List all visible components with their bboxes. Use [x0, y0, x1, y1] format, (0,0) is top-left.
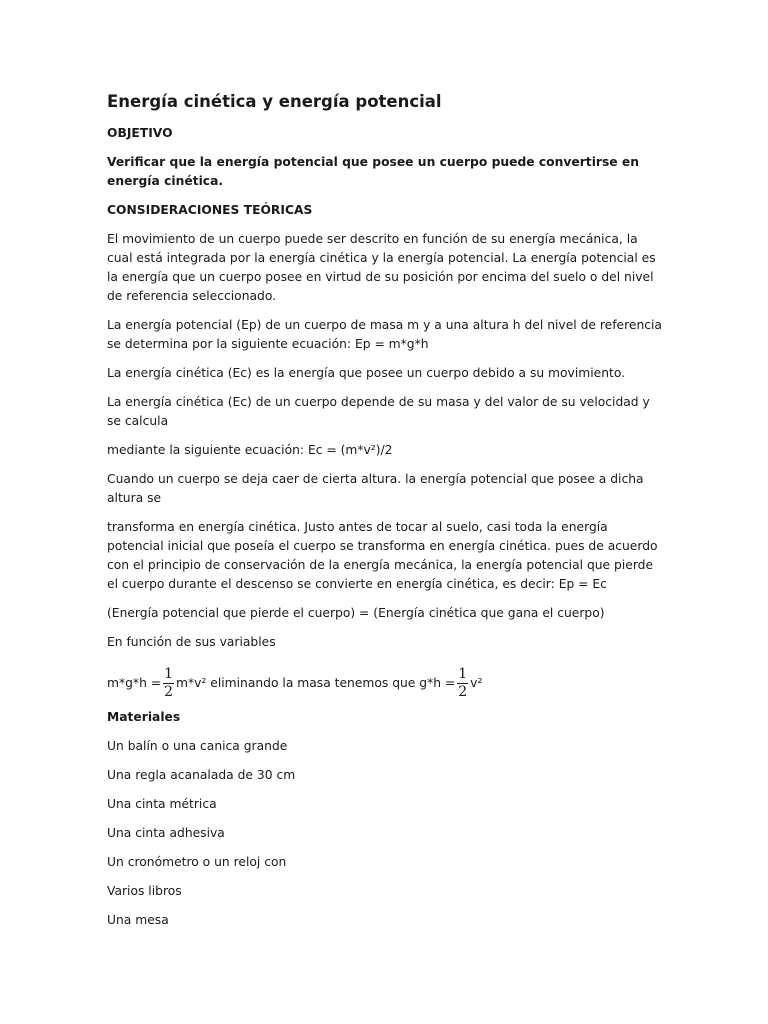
material-item: Un cronómetro o un reloj con	[107, 855, 287, 869]
document-page	[107, 91, 667, 940]
energy-formula	[107, 662, 667, 704]
formula-fraction-one-half	[163, 666, 174, 701]
material-item: Una cinta adhesiva	[107, 826, 225, 840]
paragraph-kinetic-energy-definition: La energía cinética (Ec) es la energía que posee un cuerpo debido a su movimiento.	[107, 366, 626, 380]
fraction-denominator: 2	[458, 683, 468, 700]
paragraph-potential-energy: La energía potencial (Ep) de un cuerpo de masa m y a una altura h del nivel de referencia se determina por la siguiente ecuación: Ep = m*g*h	[107, 318, 662, 351]
material-item: Una cinta métrica	[107, 797, 217, 811]
objective-text: Verificar que la energía potencial que posee un cuerpo puede convertirse en energía cinética.	[107, 155, 640, 188]
paragraph-falling-body: Cuando un cuerpo se deja caer de cierta altura. la energía potencial que posee a dicha altura se	[107, 472, 644, 505]
theory-heading: CONSIDERACIONES TEÓRICAS	[107, 203, 313, 217]
paragraph-kinetic-energy-depends: La energía cinética (Ec) de un cuerpo depende de su masa y del valor de su velocidad y se calcula	[107, 395, 650, 428]
fraction-numerator: 1	[164, 665, 174, 682]
material-item: Una regla acanalada de 30 cm	[107, 768, 296, 782]
fraction-denominator: 2	[164, 683, 174, 700]
formula-middle: m*v² eliminando la masa tenemos que g*h =	[176, 675, 456, 690]
material-item: Un balín o una canica grande	[107, 739, 288, 753]
paragraph-energy-equality: (Energía potencial que pierde el cuerpo) = (Energía cinética que gana el cuerpo)	[107, 606, 605, 620]
materials-list	[107, 737, 667, 930]
material-item: Varios libros	[107, 884, 182, 898]
paragraph-energy-transformation: transforma en energía cinética. Justo antes de tocar al suelo, casi toda la energía potencial inicial que poseía el cuerpo se transforma en energía cinética. pues de acuerdo con el principio de conservación de la energía mecánica, la energía potencial que pierde el cuerpo durante el descenso se convierte en energía cinética, es decir: Ep = Ec	[107, 520, 658, 591]
material-item: Una mesa	[107, 913, 169, 927]
paragraph-variables-intro: En función de sus variables	[107, 635, 276, 649]
formula-fraction-one-half-second	[457, 666, 468, 701]
paragraph-mechanical-energy: El movimiento de un cuerpo puede ser descrito en función de su energía mecánica, la cual está integrada por la energía cinética y la energía potencial. La energía potencial es la energía que un cuerpo posee en virtud de su posición por encima del suelo o del nivel de referencia seleccionado.	[107, 232, 656, 303]
formula-right: v²	[470, 675, 483, 690]
objective-heading: OBJETIVO	[107, 126, 173, 140]
formula-left: m*g*h =	[107, 675, 162, 690]
materials-heading: Materiales	[107, 710, 181, 724]
fraction-numerator: 1	[458, 665, 468, 682]
document-title: Energía cinética y energía potencial	[107, 92, 442, 111]
paragraph-kinetic-energy-equation: mediante la siguiente ecuación: Ec = (m*v²)/2	[107, 443, 393, 457]
